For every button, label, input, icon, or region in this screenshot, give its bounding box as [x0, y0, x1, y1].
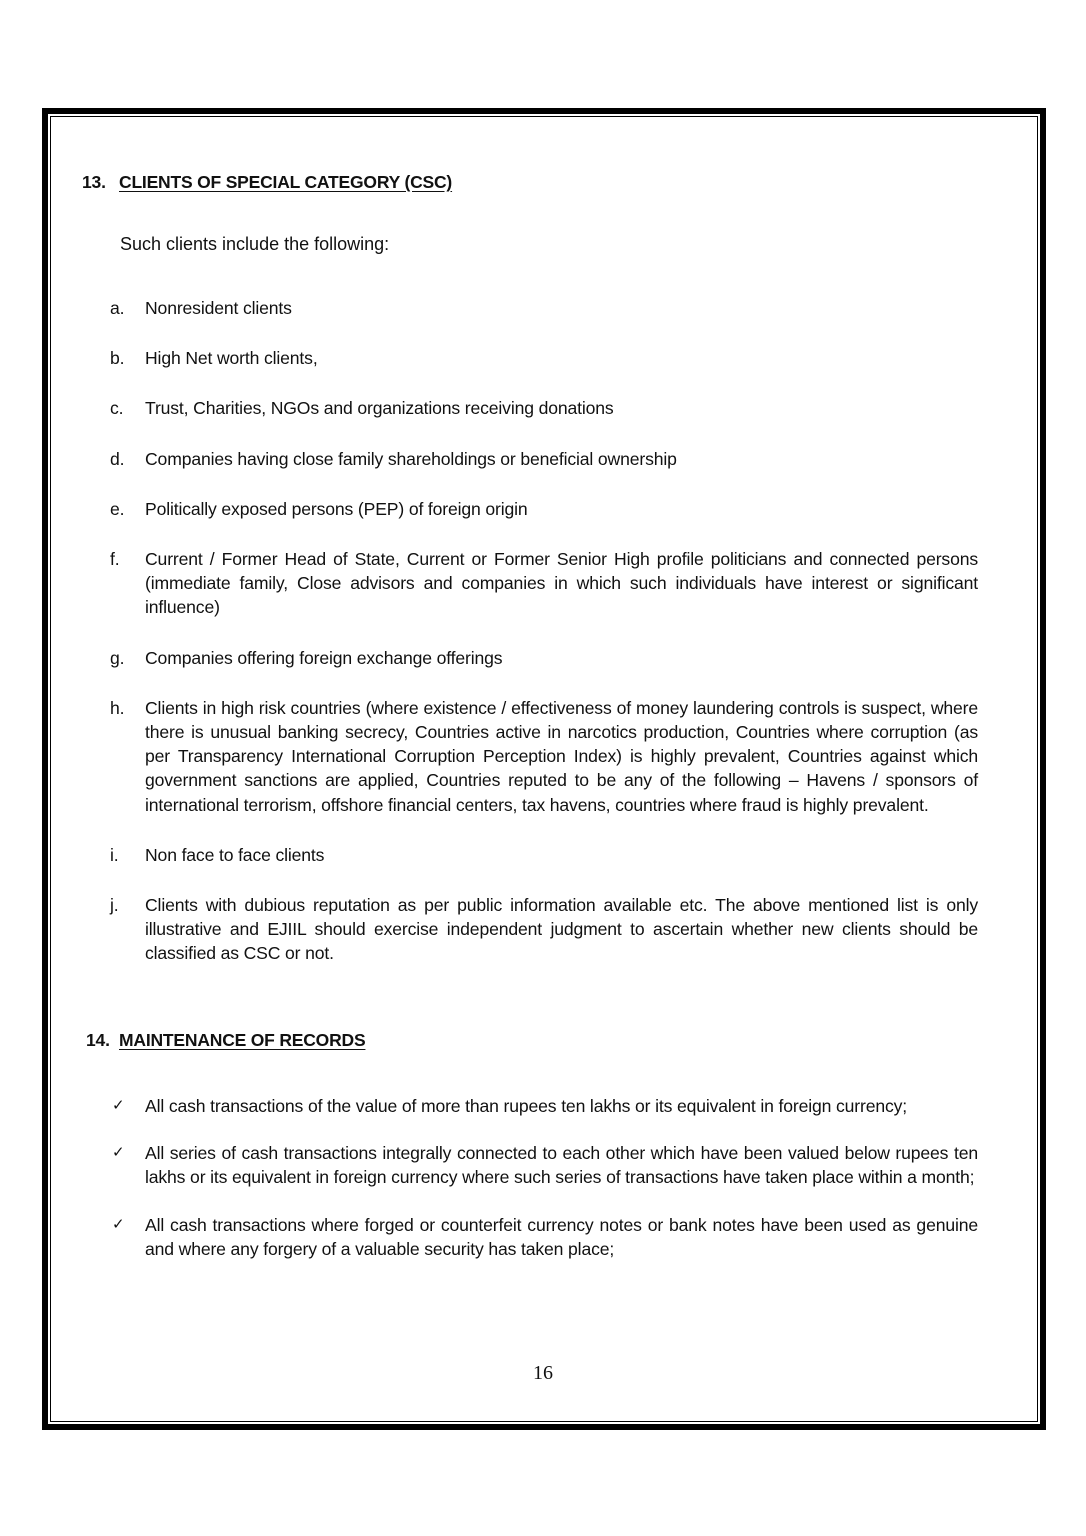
- list-item: [110, 843, 978, 867]
- list-item-text: Current / Former Head of State, Current or Former Senior High profile politicians and connected persons (immediate family, Close advisors and companies in which such individuals have interest or significant influence): [145, 549, 978, 618]
- list-marker: d.: [110, 448, 125, 469]
- list-item-text: Trust, Charities, NGOs and organizations receiving donations: [145, 398, 614, 419]
- list-marker: a.: [110, 298, 125, 318]
- list-item-text: Clients with dubious reputation as per public information available etc. The above mentioned list is only illustrative and EJIIL should exercise independent judgment to ascertain whether new clients should be classified as CSC or not.: [145, 895, 978, 964]
- list-marker: f.: [110, 549, 120, 570]
- section-14-heading: [86, 1030, 365, 1051]
- list-item-text: Non face to face clients: [145, 844, 325, 865]
- list-item: [110, 1141, 978, 1189]
- list-marker: h.: [110, 697, 125, 718]
- list-item: [110, 296, 978, 320]
- checkmark-icon: ✓: [112, 1215, 125, 1233]
- records-list: [110, 1094, 978, 1284]
- list-item-text: Nonresident clients: [145, 298, 292, 318]
- page-number: 16: [533, 1362, 553, 1384]
- list-item: [110, 646, 978, 670]
- list-item: [110, 447, 978, 471]
- list-item-text: Companies having close family shareholdings or beneficial ownership: [145, 448, 677, 469]
- list-item: [110, 1213, 978, 1261]
- csc-client-list: [110, 296, 978, 992]
- section-13-heading: [82, 172, 452, 193]
- section-number: 14.: [86, 1030, 110, 1050]
- list-marker: b.: [110, 348, 125, 369]
- list-item: [110, 893, 978, 966]
- list-marker: i.: [110, 844, 119, 865]
- list-item-text: High Net worth clients,: [145, 348, 318, 369]
- list-item-text: Politically exposed persons (PEP) of foreign origin: [145, 498, 528, 519]
- section-13-intro: Such clients include the following:: [120, 234, 390, 254]
- section-title: MAINTENANCE OF RECORDS: [119, 1030, 366, 1050]
- list-item-text: All cash transactions where forged or counterfeit currency notes or bank notes have been used as genuine and where any forgery of a valuable security has taken place;: [145, 1214, 978, 1259]
- list-marker: e.: [110, 498, 125, 519]
- section-number: 13.: [82, 172, 106, 192]
- list-item: [110, 696, 978, 817]
- list-item: [110, 346, 978, 370]
- list-marker: g.: [110, 647, 125, 668]
- list-marker: c.: [110, 398, 124, 419]
- list-item-text: Clients in high risk countries (where existence / effectiveness of money laundering controls is suspect, where there is unusual banking secrecy, Countries active in narcotics production, Countries where corruption (as per Transparency International Corruption Perception Index) is highly prevalent, Countries against which government sanctions are applied, Countries reputed to be any of the following – Havens / sponsors of international terrorism, offshore financial centers, tax havens, countries where fraud is highly prevalent.: [145, 697, 978, 815]
- list-item-text: Companies offering foreign exchange offerings: [145, 647, 503, 668]
- section-title: CLIENTS OF SPECIAL CATEGORY (CSC): [119, 172, 453, 192]
- list-item: [110, 396, 978, 420]
- checkmark-icon: ✓: [112, 1097, 125, 1114]
- list-item-text: All cash transactions of the value of more than rupees ten lakhs or its equivalent in foreign currency;: [145, 1096, 908, 1116]
- list-item: [110, 1094, 978, 1118]
- list-marker: j.: [110, 895, 119, 916]
- checkmark-icon: ✓: [112, 1144, 125, 1162]
- list-item: [110, 497, 978, 521]
- list-item-text: All series of cash transactions integrally connected to each other which have been valued below rupees ten lakhs or its equivalent in foreign currency where such series of transactions have taken place within a month;: [145, 1143, 978, 1188]
- list-item: [110, 547, 978, 620]
